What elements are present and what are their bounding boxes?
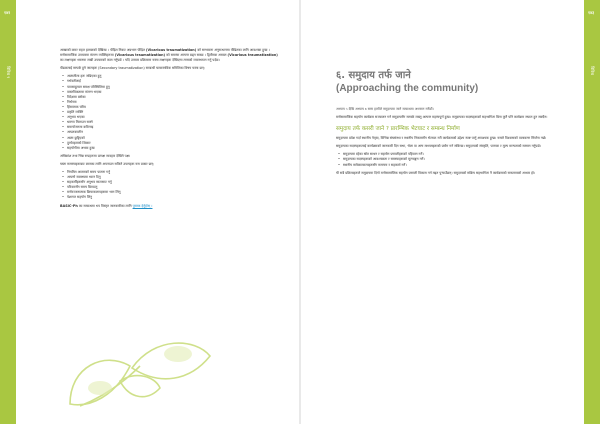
list-item: • समुदायमा रहेका स्रोत साधन र सहयोग प्रणालीहरूको पहिचान गर्ने।: [336, 152, 556, 157]
list-item: • निर्धनता: [60, 100, 280, 105]
list-item: • स्थानीय सरोकारवालाहरूसँग समन्वय र सहकार्य गर्ने।: [336, 163, 556, 168]
chapter-intro: अध्याय ५ देखि अध्याय ७ सम्म हामीले समुदायमा जाने सम्बन्धमा अध्ययन गर्नेछौं।: [336, 107, 434, 111]
list-item: • नियमित आरामको समय पालना गर्नु: [60, 170, 280, 175]
list-item: • गर्भवतीलाई: [60, 79, 280, 84]
list1-tail: अधिकांश तथा भिन्न रूपहरूमा प्रत्यक्ष व्यवहार देखिने पक्ष।: [60, 153, 131, 158]
paragraph: मनोसामाजिक सहयोग कार्यक्रम सञ्चालन गर्न समुदायसँग सम्पर्क राख्नु अत्यन्त महत्त्वपूर्ण हुन्छ। समुदायका सदस्यहरूको सहभागिता बिना कुनै पनि कार्यक्रम सफल हुन सक्दैन।: [336, 115, 548, 120]
list-item: • वास्तविकतामा संलग्न भएका: [60, 90, 280, 95]
list-item: • आपतकालीन: [60, 130, 280, 135]
right-page-body: [336, 70, 556, 179]
list2: [60, 170, 280, 201]
list-item: • आत्मतीला हरू जडिएका हुनु: [60, 74, 280, 79]
list-item: • हिंसात्मक चरित्र: [60, 105, 280, 110]
list-item: • धारणा मिलाउन सक्ने: [60, 120, 280, 125]
list-item: • समायोजनमा कठिनाइ: [60, 125, 280, 130]
right-bullet-list: [336, 152, 556, 167]
list-item: • पेशागत सहयोग लिनु: [60, 195, 280, 200]
list-item: • समुदायका सदस्यहरूको आवश्यकता र समस्याहरूको मूल्याङ्कन गर्ने।: [336, 157, 556, 162]
list-item: • आफ्नो स्वास्थ्यमा ध्यान दिनु: [60, 175, 280, 180]
left-page-number: १४२: [4, 10, 11, 15]
list-item: • सहकर्मीहरूसँग अनुभव साटासाट गर्नु: [60, 180, 280, 185]
left-green-margin: [0, 0, 16, 424]
list1: [60, 74, 280, 150]
list-item: • प्रकृति व्यक्ति: [60, 110, 280, 115]
chapter-title-english: (Approaching the community): [336, 83, 479, 94]
butterfly-leaf-illustration: [60, 326, 230, 416]
list-item: • अनुभव भएका: [60, 115, 280, 120]
left-page-body: [60, 48, 280, 212]
right-side-label: विविध: [590, 66, 595, 75]
section-heading: समुदाय तर्फ कसरी जाने ? प्रारम्भिक भेटघाट र सम्बन्ध निर्माण: [336, 126, 460, 133]
list-item: • सहयोगीमा अभाव हुन्छ: [60, 146, 280, 151]
book-reference-link[interactable]: पुस्तक हेर्नुहोस् ।: [132, 203, 153, 208]
list-item: • दुर्व्यवहारको शिकार: [60, 141, 280, 146]
right-page-number: १४३: [588, 10, 595, 15]
paragraph: समुदायमा प्रवेश गर्दा स्थानीय नेतृत्व, विभिन्न संघसंस्था र स्थानीय निकायसँग भेटघाट गरी कार्यक्रमको उद्देश्य स्पष्ट पार्नु आवश्यक हुन्छ। यसले विश्वासको वातावरण सिर्जना गर्छ।: [336, 136, 547, 141]
page-gutter: [299, 0, 301, 424]
basic-note: BASIC-Ph का सम्बन्धमा थप विस्तृत जानकारीका लागि पुस्तक हेर्नुहोस् ।: [60, 203, 153, 208]
left-side-label: विविध ९: [6, 66, 11, 79]
list-item: • विदेशमा बसेका: [60, 95, 280, 100]
chapter-title: ६. समुदाय तर्फ जाने: [336, 70, 411, 81]
list-item: • आत्म छुट्टिएको: [60, 136, 280, 141]
left-intro-paragraph: आखाको कमर राहत हलबरको देखिन्छ । पीड़ित निकट अग्रभाग पीड़ित (Vicarious traumatization) को सम्भावना अनुसन्धानमा पीडितका लागि आवश्यक हुन्छ । मनोसामाजिक उपचारमा संलग्न व्यक्तिहरूमा (Vicarious traumatization) को समस्या अत्यन्त बढ्न सक्छ । द्वितीयक आघात (Vicarious traumatization) का लक्षणहरू ध्यानमा राखी उपचारको काम गर्नुपर्छ । यदि उपचार प्रक्रियामा यस्ता लक्षणहरू देखिएमा त्यसको व्यवस्थापन गर्नु पर्दछ।: [60, 48, 278, 63]
list-item: • परिवारसँग समय बिताउनु: [60, 185, 280, 190]
list2-heading: यस्ता समस्याहरूबाट बच्नका लागि अपनाउन सकिने उपायहरू यस प्रकार छन्:: [60, 161, 155, 166]
right-green-margin: [584, 0, 600, 424]
list-item: • पावसाहुताल समक्ष परिस्थितिमा हुनु: [60, 85, 280, 90]
paragraph: समुदायका सदस्यहरूलाई कार्यक्रमको जानकारी दिन सभा, भेला वा अन्य माध्यमहरूको प्रयोग गर्न सकिन्छ। समुदायको संस्कृति, परम्परा र मूल्य मान्यताको सम्मान गर्नुपर्छ।: [336, 144, 541, 149]
list1-heading: पीडकलाई सम्पर्क हुने जालहरू (Secondary traumatization) सम्बन्धी घरवास्तविक समितिका विषय यस्ता छन्:: [60, 66, 205, 71]
list-item: • मनोरञ्जनात्मक क्रियाकलापहरूमा भाग लिनु: [60, 190, 280, 195]
paragraph: यी सबै प्रक्रियाहरूले समुदायमा दिगो मनोसामाजिक सहयोग प्रणाली विकास गर्न मद्दत पुर्‍याउँछन्। समुदायको सक्रिय सहभागिता नै कार्यक्रमको सफलताको आधार हो।: [336, 170, 536, 175]
